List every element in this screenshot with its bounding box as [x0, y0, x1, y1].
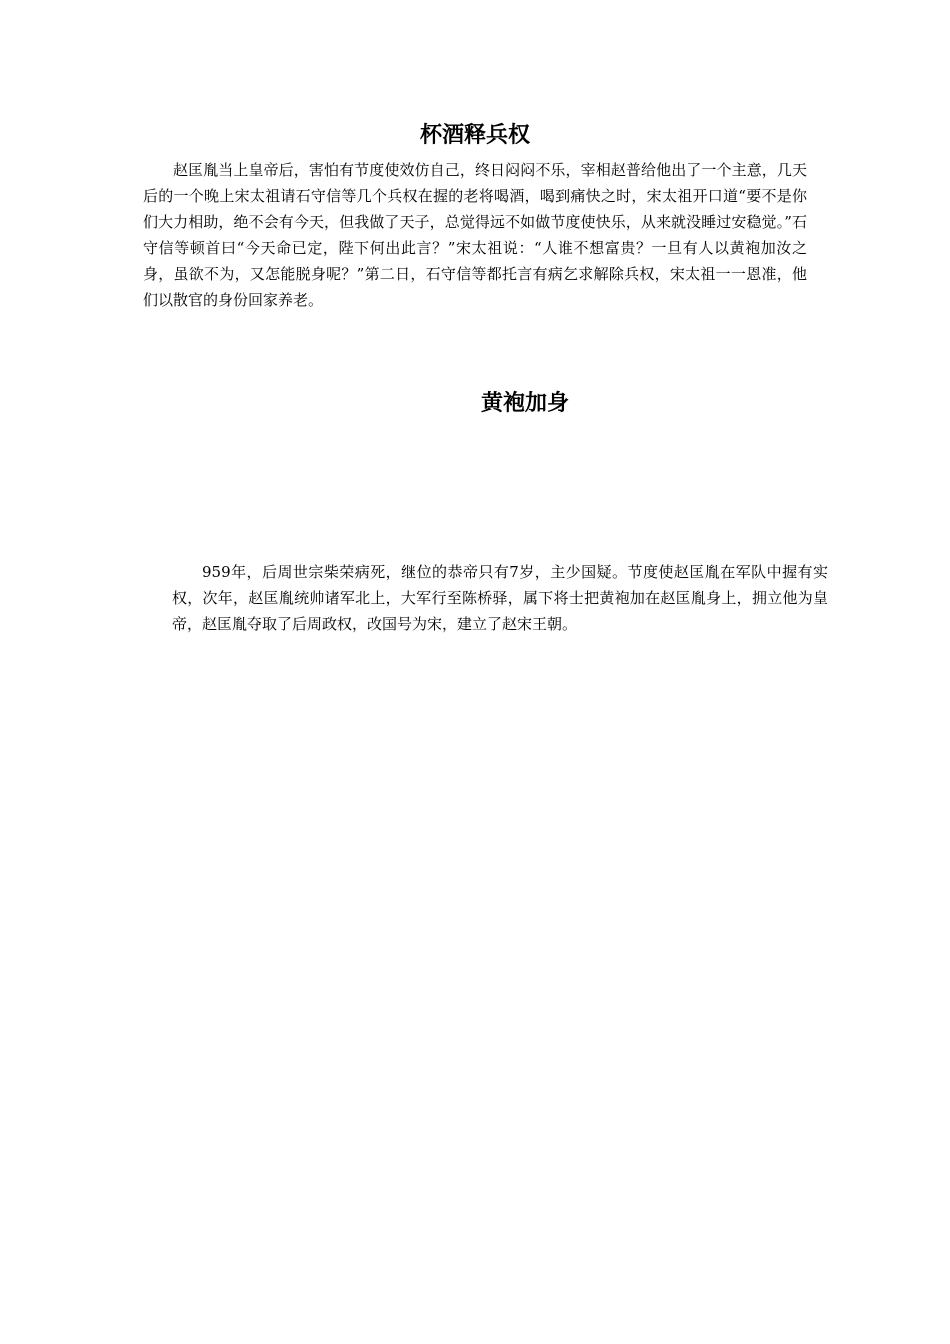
section-body-yellow-robe: 959年，后周世宗柴荣病死，继位的恭帝只有7岁，主少国疑。节度使赵匡胤在军队中握有实权，次年，赵匡胤统帅诸军北上，大军行至陈桥驿，属下将士把黄袍加在赵匡胤身上，拥立他为皇帝，赵匡胤夺取了后周政权，改国号为宋，建立了赵宋王朝。 [172, 563, 828, 633]
section-title-yellow-robe: 黄袍加身 [480, 391, 569, 416]
section-title-cup-of-wine: 杯酒释兵权 [419, 123, 530, 148]
section-body-cup-of-wine: 赵匡胤当上皇帝后，害怕有节度使效仿自己，终日闷闷不乐，宰相赵普给他出了一个主意，几天后的一个晚上宋太祖请石守信等几个兵权在握的老将喝酒，喝到痛快之时，宋太祖开口道“要不是你们大力相助，绝不会有今天，但我做了天子，总觉得远不如做节度使快乐，从来就没睡过安稳觉。”石守信等顿首曰“今天命已定，陛下何出此言？”宋太祖说：“人谁不想富贵？一旦有人以黄袍加汝之身，虽欲不为，又怎能脱身呢？”第二日，石守信等都托言有病乞求解除兵权，宋太祖一一恩准，他们以散官的身份回家养老。 [143, 161, 807, 309]
